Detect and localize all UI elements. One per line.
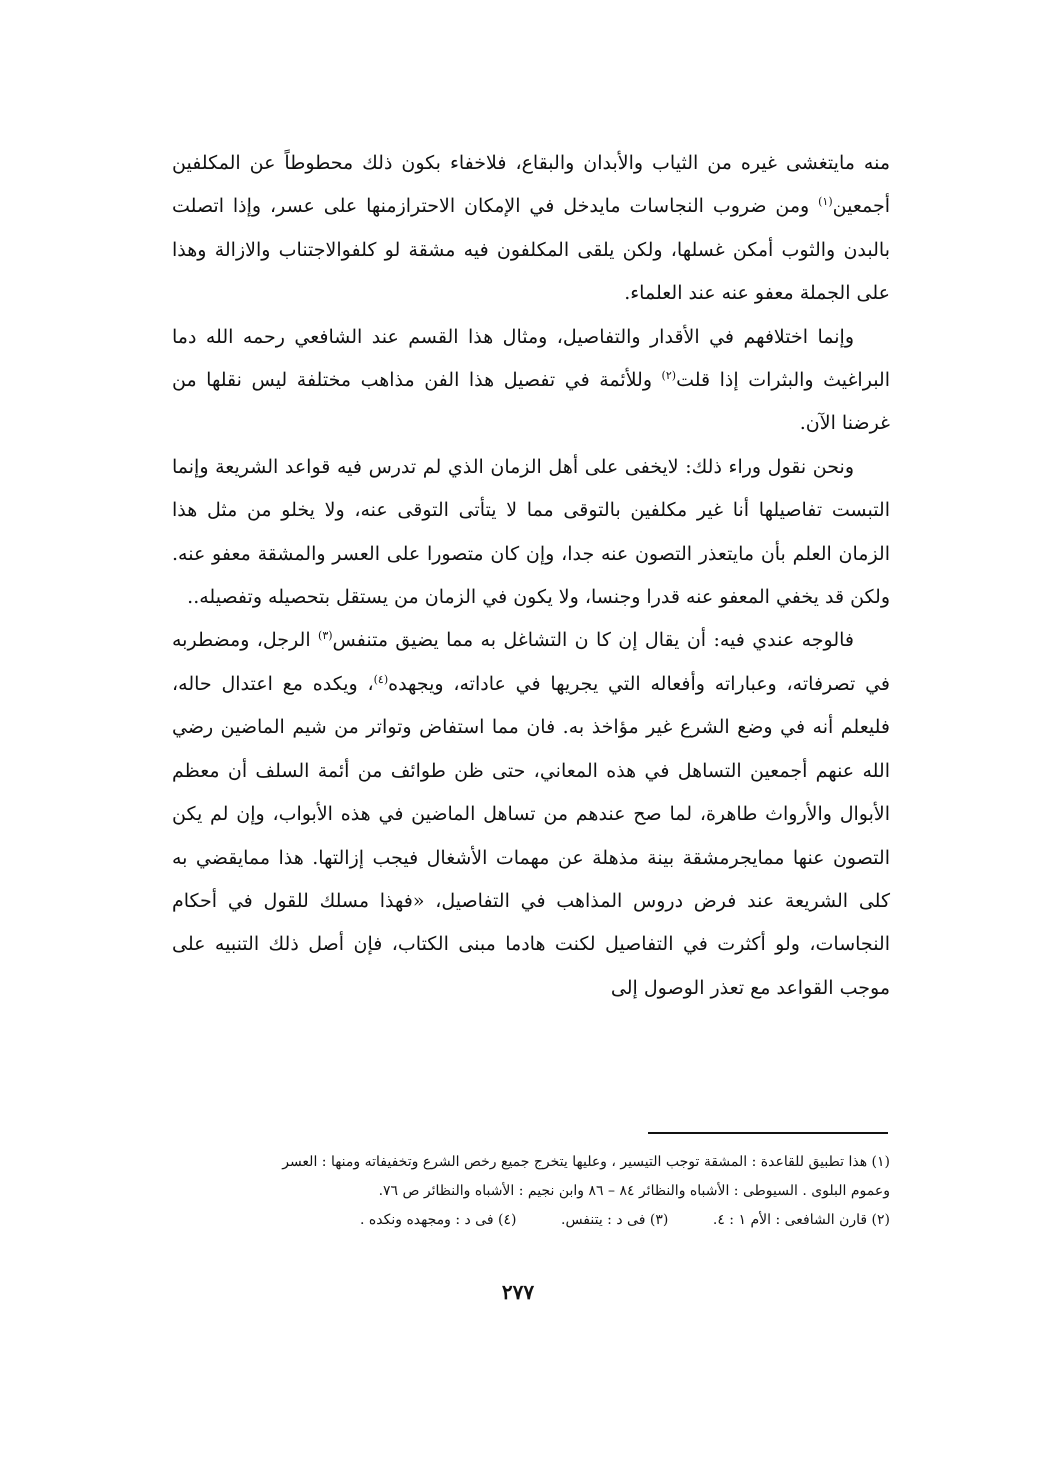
- paragraph-2: [172, 316, 890, 446]
- paragraph-4-part-b: الرجل، ومضطربه في تصرفاته، وعباراته وأفعاله التي يجريها في عاداته، ويجهده: [172, 629, 890, 695]
- footnote-ref-4: (٤): [373, 672, 389, 686]
- footnote-3: (٣) فى د : يتنفس.: [561, 1212, 669, 1228]
- footnote-4: (٤) فى د : ومجهده ونكده .: [360, 1212, 517, 1228]
- paragraph-2-part-b: وللأئمة في تفصيل هذا الفن مذاهب مختلفة ليس نقلها من غرضنا الآن.: [172, 369, 890, 435]
- paragraph-1-part-a: منه مايتغشى غيره من الثياب والأبدان والبقاع، فلاخفاء بكون ذلك محطوطاً عن المكلفين أجمعين: [172, 152, 890, 218]
- paragraph-3: ونحن نقول وراء ذلك: لايخفى على أهل الزمان الذي لم تدرس فيه قواعد الشريعة وإنما التبست تفاصيلها أنا غير مكلفين بالتوقى مما لا يتأتى التوقى عنه، ولا يخلو من مثل هذا الزمان العلم بأن مايتعذر التصون عنه جدا، وإن كان متصورا على العسر والمشقة معفو عنه. ولكن قد يخفي المعفو عنه قدرا وجنسا، ولا يكون في الزمان من يستقل بتحصيله وتفصيله..: [172, 455, 890, 609]
- paragraph-1-part-b: ومن ضروب النجاسات مايدخل في الإمكان الاحترازمنها على عسر، وإذا اتصلت بالبدن والثوب أمكن غسلها، ولكن يلقى المكلفون فيه مشقة لو كلفوالاجتناب والازالة وهذا على الجملة معفو عنه عند العلماء.: [172, 195, 890, 305]
- paragraph-1: [172, 142, 890, 316]
- footnote-ref-3: (٣): [318, 629, 333, 643]
- footnotes: [172, 1148, 890, 1235]
- footnote-2: (٢) قارن الشافعى : الأم ١ : ٤.: [712, 1212, 890, 1228]
- footnote-ref-2: (٢): [661, 369, 677, 383]
- paragraph-2-part-a: وإنما اختلافهم في الأقدار والتفاصيل، ومثال هذا القسم عند الشافعي رحمه الله دما البراغيث والبثرات إذا قلت: [172, 325, 890, 392]
- footnote-separator: [648, 1132, 888, 1134]
- paragraph-4: [172, 619, 890, 1010]
- paragraph-4-part-c: ، ويكده مع اعتدال حاله، فليعلم أنه في وضع الشرع غير مؤاخذ به. فان مما استفاض وتواتر من شيم الماضين رضي الله عنهم أجمعين التساهل في هذه المعاني، حتى ظن طوائف من أئمة السلف أن معظم الأبوال والأرواث طاهرة، لما صح عندهم من تساهل الماضين في هذه الأبواب، وإن لم يكن التصون عنها ممايجرمشقة بينة مذهلة عن مهمات الأشغال فيجب إزالتها. هذا ممايقضي به كلى الشريعة عند فرض دروس المذاهب في التفاصيل، «فهذا مسلك للقول في أحكام النجاسات، ولو أكثرت في التفاصيل لكنت هادما مبنى الكتاب، فإن أصل ذلك التنبيه على موجب القواعد مع تعذر الوصول إلى: [172, 672, 890, 999]
- footnote-1-line-2: وعموم البلوى . السيوطى : الأشباه والنظائر ٨٤ – ٨٦ وابن نجيم : الأشباه والنظائر ص ٧٦.: [378, 1183, 890, 1199]
- main-text: [172, 142, 890, 1010]
- page-number: ٢٧٧: [501, 1280, 535, 1304]
- footnote-ref-1: (١): [818, 195, 833, 209]
- paragraph-4-part-a: فالوجه عندي فيه: أن يقال إن كا ن التشاغل به مما يضيق متنفس: [332, 629, 854, 652]
- footnote-row: [360, 1206, 890, 1235]
- footnote-1-line-1: (١) هذا تطبيق للقاعدة : المشقة توجب التيسير ، وعليها يتخرج جميع رخص الشرع وتخفيفاته ومنها : العسر: [282, 1154, 890, 1170]
